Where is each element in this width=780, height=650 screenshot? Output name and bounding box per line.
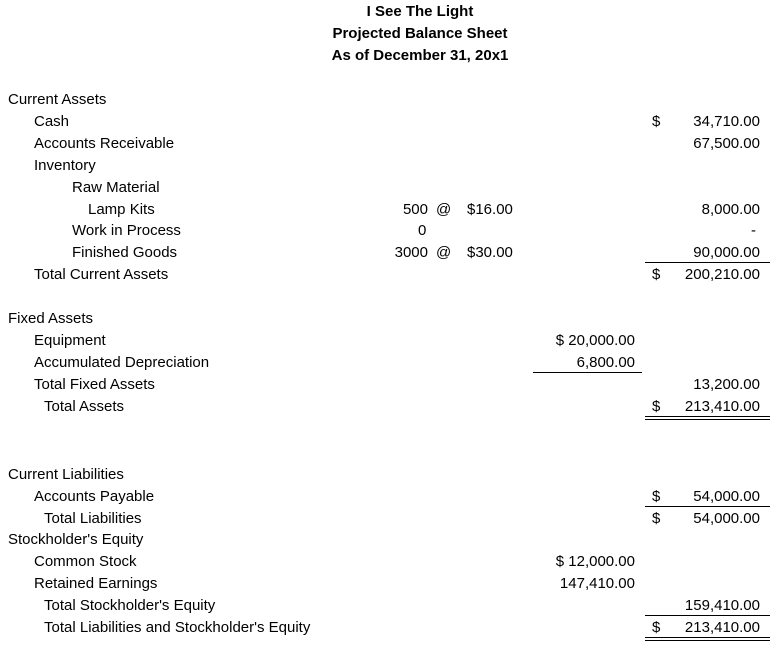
total-fixed-assets-label: Total Fixed Assets	[34, 376, 155, 393]
total-equity-amount: 159,410.00	[684, 597, 760, 614]
report-date: As of December 31, 20x1	[331, 47, 509, 64]
raw-material-label: Raw Material	[72, 179, 160, 196]
accounts-payable-label: Accounts Payable	[34, 488, 155, 505]
equity-underline	[645, 615, 770, 616]
cash-amount: 34,710.00	[693, 113, 760, 130]
lamp-kits-label: Lamp Kits	[88, 201, 155, 218]
total-liabilities-equity-amount: 213,410.00	[684, 619, 760, 636]
total-equity-label: Total Stockholder's Equity	[44, 597, 216, 614]
total-fixed-assets-amount: 13,200.00	[693, 376, 760, 393]
lamp-kits-at: @	[436, 201, 452, 218]
common-stock-amount: $ 12,000.00	[555, 553, 635, 570]
cash-dollar-sign: $	[652, 113, 661, 130]
finished-goods-qty: 3000	[394, 244, 428, 261]
accounts-receivable-label: Accounts Receivable	[34, 135, 175, 152]
work-in-process-amount: -	[751, 222, 756, 239]
total-liabilities-dollar-sign: $	[652, 510, 661, 527]
work-in-process-label: Work in Process	[72, 222, 181, 239]
grand-total-double-underline-1	[645, 637, 770, 638]
total-current-assets-dollar-sign: $	[652, 266, 661, 283]
total-liabilities-amount: 54,000.00	[693, 510, 760, 527]
retained-earnings-label: Retained Earnings	[34, 575, 158, 592]
current-assets-heading: Current Assets	[8, 91, 107, 108]
current-assets-underline	[645, 262, 770, 263]
current-liabilities-heading: Current Liabilities	[8, 466, 124, 483]
lamp-kits-amount: 8,000.00	[701, 201, 760, 218]
total-assets-double-underline-1	[645, 416, 770, 417]
liabilities-underline	[645, 506, 770, 507]
finished-goods-at: @	[436, 244, 452, 261]
cash-label: Cash	[34, 113, 70, 130]
total-current-assets-label: Total Current Assets	[34, 266, 169, 283]
report-title: Projected Balance Sheet	[332, 25, 508, 42]
depreciation-amount: 6,800.00	[576, 354, 635, 371]
finished-goods-amount: 90,000.00	[693, 244, 760, 261]
total-liabilities-label: Total Liabilities	[44, 510, 142, 527]
accounts-payable-amount: 54,000.00	[693, 488, 760, 505]
work-in-process-qty: 0	[418, 222, 427, 239]
grand-total-double-underline-2	[645, 640, 770, 641]
fixed-assets-heading: Fixed Assets	[8, 310, 94, 327]
equipment-label: Equipment	[34, 332, 106, 349]
total-assets-label: Total Assets	[44, 398, 125, 415]
retained-earnings-amount: 147,410.00	[559, 575, 635, 592]
depreciation-label: Accumulated Depreciation	[34, 354, 210, 371]
total-liabilities-equity-label: Total Liabilities and Stockholder's Equity	[44, 619, 311, 636]
total-assets-double-underline-2	[645, 419, 770, 420]
fixed-assets-underline	[533, 372, 642, 373]
lamp-kits-price: $16.00	[467, 201, 513, 218]
total-liabilities-equity-dollar-sign: $	[652, 619, 661, 636]
company-name: I See The Light	[366, 3, 474, 20]
common-stock-label: Common Stock	[34, 553, 137, 570]
accounts-receivable-amount: 67,500.00	[693, 135, 760, 152]
total-current-assets-amount: 200,210.00	[684, 266, 760, 283]
accounts-payable-dollar-sign: $	[652, 488, 661, 505]
finished-goods-label: Finished Goods	[72, 244, 178, 261]
inventory-label: Inventory	[34, 157, 96, 174]
total-assets-amount: 213,410.00	[684, 398, 760, 415]
equity-heading: Stockholder's Equity	[8, 531, 144, 548]
equipment-amount: $ 20,000.00	[555, 332, 635, 349]
total-assets-dollar-sign: $	[652, 398, 661, 415]
lamp-kits-qty: 500	[402, 201, 428, 218]
finished-goods-price: $30.00	[467, 244, 513, 261]
